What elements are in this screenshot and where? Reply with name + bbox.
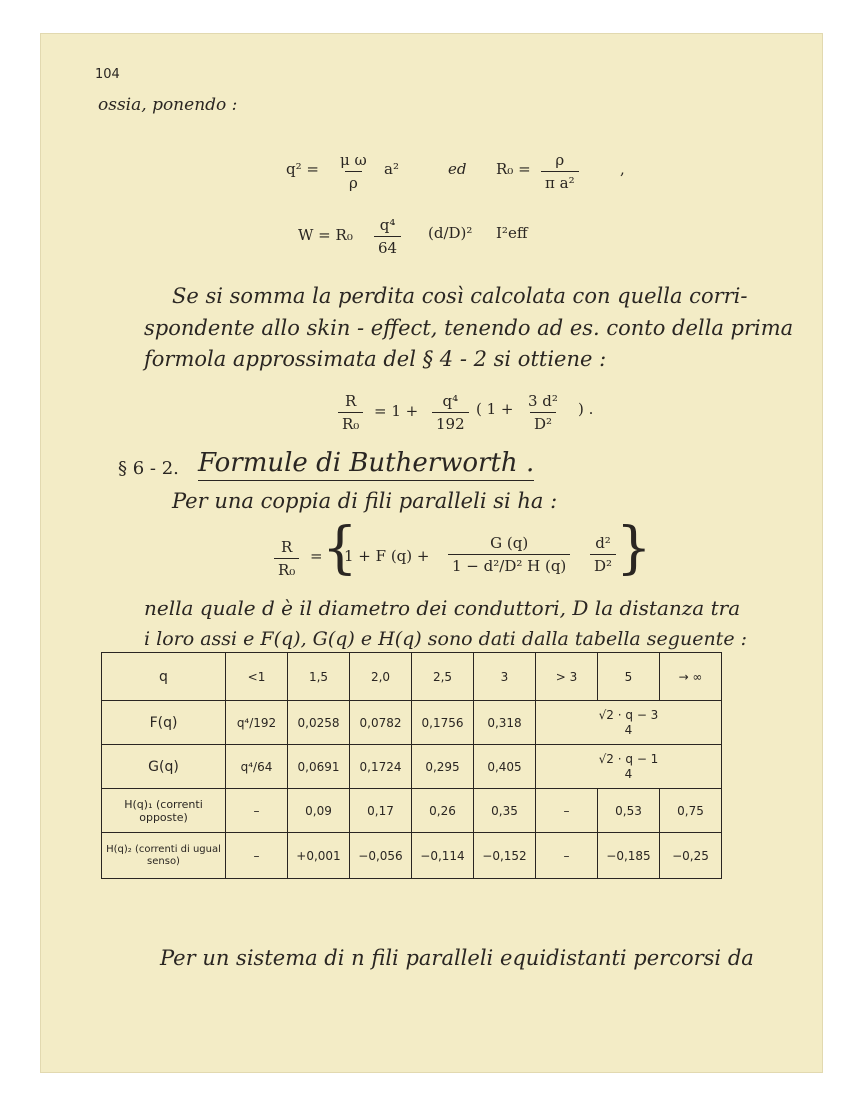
butherworth-table xyxy=(101,652,722,879)
table-cell: −0,25 xyxy=(660,833,722,879)
eq1-ed: ed xyxy=(448,160,467,178)
section-title: Formule di Butherworth . xyxy=(198,448,534,481)
table-cell: q⁴/192 xyxy=(226,701,288,745)
para3-line1: nella quale d è il diametro dei conduttori, D la distanza tra xyxy=(144,596,741,620)
eq1-q2: q² = xyxy=(286,160,319,178)
eq4-eq: = xyxy=(310,547,323,565)
table-row xyxy=(102,833,722,879)
table-row-label: F(q) xyxy=(102,701,226,745)
table-cell: – xyxy=(536,833,598,879)
eq3-num3: 3 d² xyxy=(528,392,558,410)
eq2-ieff: I²eff xyxy=(496,224,528,242)
eq2-w: W = R₀ xyxy=(298,226,353,244)
table-cell: 0,0782 xyxy=(350,701,412,745)
table-header-cell: > 3 xyxy=(536,653,598,701)
para1-line3: formola approssimata del § 4 - 2 si ottiene : xyxy=(144,347,607,371)
eq3-fraction xyxy=(338,392,363,433)
table-row xyxy=(102,745,722,789)
table-cell: q⁴/64 xyxy=(226,745,288,789)
eq3-den2: 192 xyxy=(432,412,469,433)
eq2-num: q⁴ xyxy=(379,216,396,234)
table-cell: −0,152 xyxy=(474,833,536,879)
table-cell: +0,001 xyxy=(288,833,350,879)
table-header-cell: 3 xyxy=(474,653,536,701)
eq4-fraction3 xyxy=(590,534,616,575)
intro-line: ossia, ponendo : xyxy=(98,95,238,115)
table-row-label: H(q)₁ (correnti opposte) xyxy=(102,789,226,833)
eq3-open: ( 1 + xyxy=(476,400,514,418)
eq1-fraction xyxy=(336,151,371,192)
table-header-cell: → ∞ xyxy=(660,653,722,701)
eq4-den2: 1 − d²/D² H (q) xyxy=(448,554,570,575)
table-row xyxy=(102,789,722,833)
table-cell: 0,0691 xyxy=(288,745,350,789)
table-cell: 0,26 xyxy=(412,789,474,833)
table-row xyxy=(102,701,722,745)
para4: Per un sistema di n fili paralleli equidistanti percorsi da xyxy=(160,946,754,970)
table-header-cell: <1 xyxy=(226,653,288,701)
eq4-one: 1 + F (q) + xyxy=(344,547,430,565)
table-header-cell: 1,5 xyxy=(288,653,350,701)
table-cell: 0,1756 xyxy=(412,701,474,745)
table-cell: – xyxy=(226,789,288,833)
para1-line2: spondente allo skin - effect, tenendo ad es. conto della prima xyxy=(144,316,794,340)
eq1-r0: R₀ = xyxy=(496,160,531,178)
table-header-row xyxy=(102,653,722,701)
table-cell: −0,185 xyxy=(598,833,660,879)
eq3-eq: = 1 + xyxy=(374,402,419,420)
para2: Per una coppia di fili paralleli si ha : xyxy=(172,489,558,513)
table-cell: 0,53 xyxy=(598,789,660,833)
eq4-num3: d² xyxy=(595,534,611,552)
eq3-fraction3 xyxy=(524,392,562,433)
eq1-fraction2 xyxy=(541,151,579,192)
eq4-right-brace: } xyxy=(616,516,652,581)
eq3-close: ) . xyxy=(578,400,594,418)
table-header-cell: q xyxy=(102,653,226,701)
eq1-den2: π a² xyxy=(541,171,579,192)
table-row-label: H(q)₂ (correnti di ugual senso) xyxy=(102,833,226,879)
eq4-left-brace: { xyxy=(322,516,358,581)
eq3-den3: D² xyxy=(530,412,556,433)
eq1-num2: ρ xyxy=(555,151,565,169)
eq4-fraction2 xyxy=(448,534,570,575)
eq4-fraction xyxy=(274,538,299,579)
eq4-num2: G (q) xyxy=(490,534,529,552)
page-sheet xyxy=(40,33,823,1073)
table-cell: 0,17 xyxy=(350,789,412,833)
table-header-cell: 2,5 xyxy=(412,653,474,701)
para1-line1: Se si somma la perdita così calcolata con quella corri- xyxy=(172,284,748,308)
table-cell: 0,0258 xyxy=(288,701,350,745)
table-cell: 0,35 xyxy=(474,789,536,833)
section-number: § 6 - 2. xyxy=(118,458,179,479)
table-cell: 0,405 xyxy=(474,745,536,789)
table-merged-cell: √2 · q − 1 4 xyxy=(536,745,722,789)
table-cell: −0,114 xyxy=(412,833,474,879)
table-cell: −0,056 xyxy=(350,833,412,879)
eq2-fraction xyxy=(374,216,401,257)
eq4-num: R xyxy=(281,538,293,556)
eq1-comma: , xyxy=(620,160,625,178)
table-cell: 0,1724 xyxy=(350,745,412,789)
eq2-den: 64 xyxy=(374,236,401,257)
eq3-fraction2 xyxy=(432,392,469,433)
table-cell: 0,75 xyxy=(660,789,722,833)
table-cell: – xyxy=(226,833,288,879)
eq3-num2: q⁴ xyxy=(442,392,459,410)
table-cell: 0,09 xyxy=(288,789,350,833)
eq3-num: R xyxy=(345,392,357,410)
page-number: 104 xyxy=(95,67,120,82)
table-cell: 0,318 xyxy=(474,701,536,745)
eq1-den: ρ xyxy=(345,171,362,192)
table-header-cell: 2,0 xyxy=(350,653,412,701)
para3-line2: i loro assi e F(q), G(q) e H(q) sono dati dalla tabella seguente : xyxy=(144,628,747,650)
eq4-den: R₀ xyxy=(274,558,299,579)
eq1-a2: a² xyxy=(384,160,399,178)
table-row-label: G(q) xyxy=(102,745,226,789)
eq3-den: R₀ xyxy=(338,412,363,433)
table-merged-cell: √2 · q − 3 4 xyxy=(536,701,722,745)
eq1-num: μ ω xyxy=(340,151,367,169)
eq4-den3: D² xyxy=(590,554,616,575)
table-cell: 0,295 xyxy=(412,745,474,789)
eq2-paren: (d/D)² xyxy=(428,224,473,242)
table-cell: – xyxy=(536,789,598,833)
table-header-cell: 5 xyxy=(598,653,660,701)
